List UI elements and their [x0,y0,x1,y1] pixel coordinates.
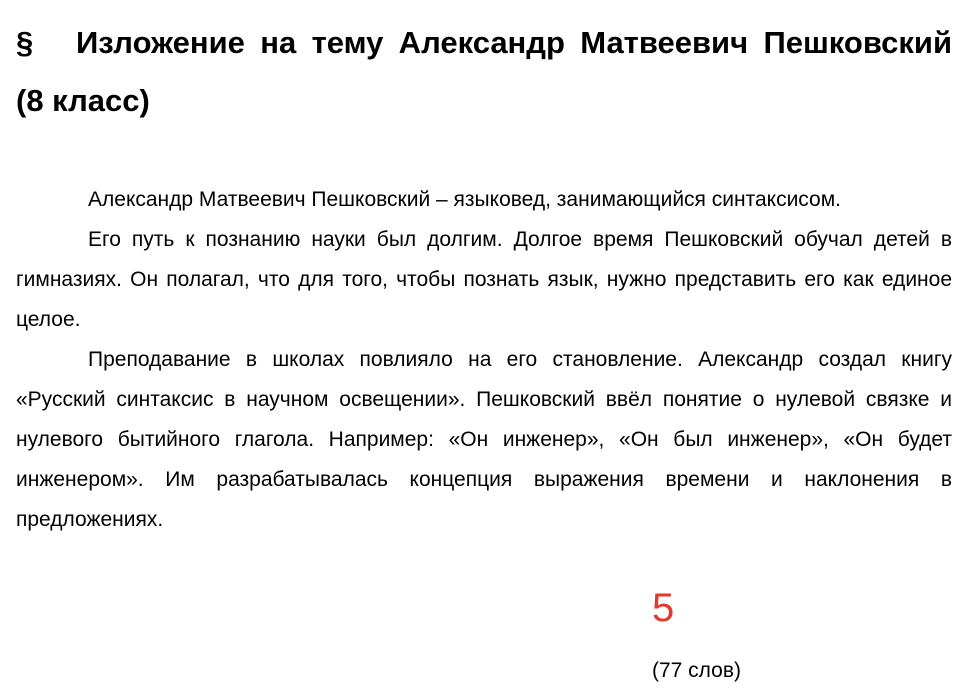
paragraph-1: Александр Матвеевич Пешковский – языковед, занимающийся синтаксисом. [88,188,841,211]
title-text: Изложение на тему Александр Матвеевич Пешковский (8 класс) [16,25,952,118]
document-page [16,14,952,540]
page-title [0,14,952,130]
title-block [0,14,952,130]
paragraph-3: Преподавание в школах повлияло на его становление. Александр создал книгу «Русский синтаксис в научном освещении». Пешковский ввёл понятие о нулевой связке и нулевого бытийного глагола. Например: «Он инженер», «Он был инженер», «Он будет инженером». Им разрабатывалась концепция выражения времени и наклонения в предложениях. [16,348,952,531]
section-sign: § [16,25,34,60]
paragraph-2: Его путь к познанию науки был долгим. Долгое время Пешковский обучал детей в гимназиях. Он полагал, что для того, чтобы познать язык, нужно представить его как единое целое. [16,228,952,331]
grade-mark: 5 [652,586,675,630]
essay-text [16,180,952,540]
word-count: (77 слов) [652,659,742,682]
